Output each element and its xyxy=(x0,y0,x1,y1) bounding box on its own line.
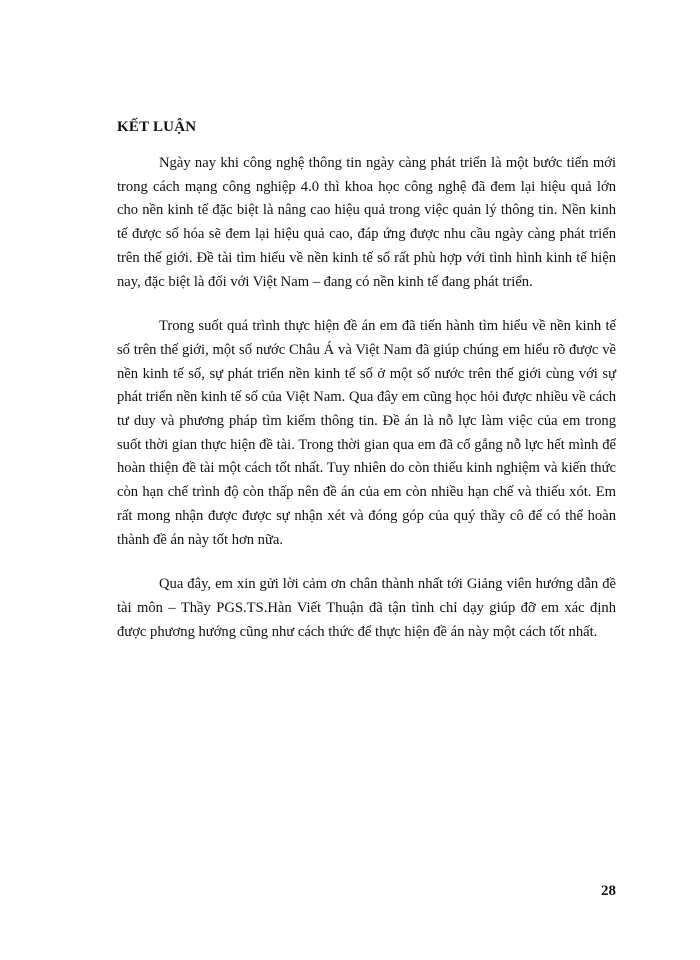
body-text xyxy=(117,152,616,665)
paragraph-2: Trong suốt quá trình thực hiện đề án em đã tiến hành tìm hiểu về nền kinh tế số trên thế giới, một số nước Châu Á và Việt Nam đã giúp chúng em hiểu rõ được về nền kinh tế số, sự phát triển nền kinh tế số ở một số nước trên thế giới cùng với sự phát triển nền kinh tế số của Việt Nam. Qua đây em cũng học hỏi được nhiều về cách tư duy và phương pháp tìm kiếm thông tin. Đề án là nỗ lực làm việc của em trong suốt thời gian thực hiện đề tài. Trong thời gian qua em đã cố gắng nỗ lực hết mình để hoàn thiện đề tài một cách tốt nhất. Tuy nhiên do còn thiếu kinh nghiệm và kiến thức còn hạn chế trình độ còn thấp nên đề án của em còn nhiều hạn chế và thiếu xót. Em rất mong nhận được được sự nhận xét và đóng góp của quý thầy cô để có thể hoàn thành đề án này tốt hơn nữa. xyxy=(117,318,616,548)
paragraph-3: Qua đây, em xin gửi lời cảm ơn chân thành nhất tới Giảng viên hướng dẫn đề tài môn – Thầy PGS.TS.Hàn Viết Thuận đã tận tình chỉ dạy giúp đỡ em xác định được phương hướng cũng như cách thức để thực hiện đề án này một cách tốt nhất. xyxy=(117,576,616,640)
section-heading: KẾT LUẬN xyxy=(117,119,197,135)
paragraph-1: Ngày nay khi công nghệ thông tin ngày càng phát triển là một bước tiến mới trong cách mạng công nghiệp 4.0 thì khoa học công nghệ đã đem lại hiệu quả lớn cho nền kinh tế đặc biệt là nâng cao hiệu quả trong việc quản lý thông tin. Nền kinh tế được số hóa sẽ đem lại hiệu quả cao, đáp ứng được nhu cầu ngày càng phát triển trên thế giới. Đề tài tìm hiểu về nền kinh tế số rất phù hợp với tình hình kinh tế hiện nay, đặc biệt là đối với Việt Nam – đang có nền kinh tế đang phát triển. xyxy=(117,155,616,290)
page-number: 28 xyxy=(601,883,616,899)
